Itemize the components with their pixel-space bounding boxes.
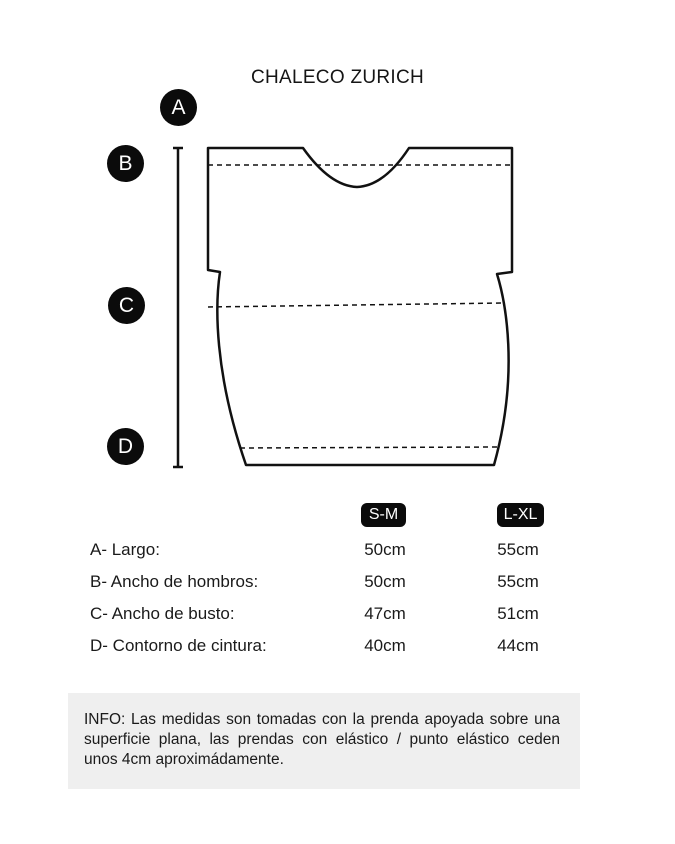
marker-d: D: [107, 428, 144, 465]
marker-a: A: [160, 89, 197, 126]
row-label-largo: A- Largo:: [90, 540, 160, 559]
row-label-cintura: D- Contorno de cintura:: [90, 636, 267, 655]
cell-cintura-sm: 40cm: [364, 636, 406, 655]
cell-hombros-lxl: 55cm: [497, 572, 539, 591]
bust-measure-line: [208, 303, 502, 307]
cell-cintura-lxl: 44cm: [497, 636, 539, 655]
marker-b: B: [107, 145, 144, 182]
size-header-sm: S-M: [361, 503, 406, 527]
row-label-hombros: B- Ancho de hombros:: [90, 572, 259, 591]
waist-measure-line: [240, 447, 497, 448]
cell-busto-sm: 47cm: [364, 604, 406, 623]
cell-hombros-sm: 50cm: [364, 572, 406, 591]
row-label-busto: C- Ancho de busto:: [90, 604, 235, 623]
cell-largo-sm: 50cm: [364, 540, 406, 559]
cell-busto-lxl: 51cm: [497, 604, 539, 623]
marker-c: C: [108, 287, 145, 324]
info-box: [68, 693, 580, 789]
length-bar: [173, 148, 183, 467]
cell-largo-lxl: 55cm: [497, 540, 539, 559]
size-header-lxl: L-XL: [497, 503, 544, 527]
info-text: INFO: Las medidas son tomadas con la prenda apoyada sobre una superficie plana, las prendas con elástico / punto elástico ceden unos 4cm aproximádamente.: [84, 711, 560, 768]
page-title: CHALECO ZURICH: [250, 67, 425, 88]
